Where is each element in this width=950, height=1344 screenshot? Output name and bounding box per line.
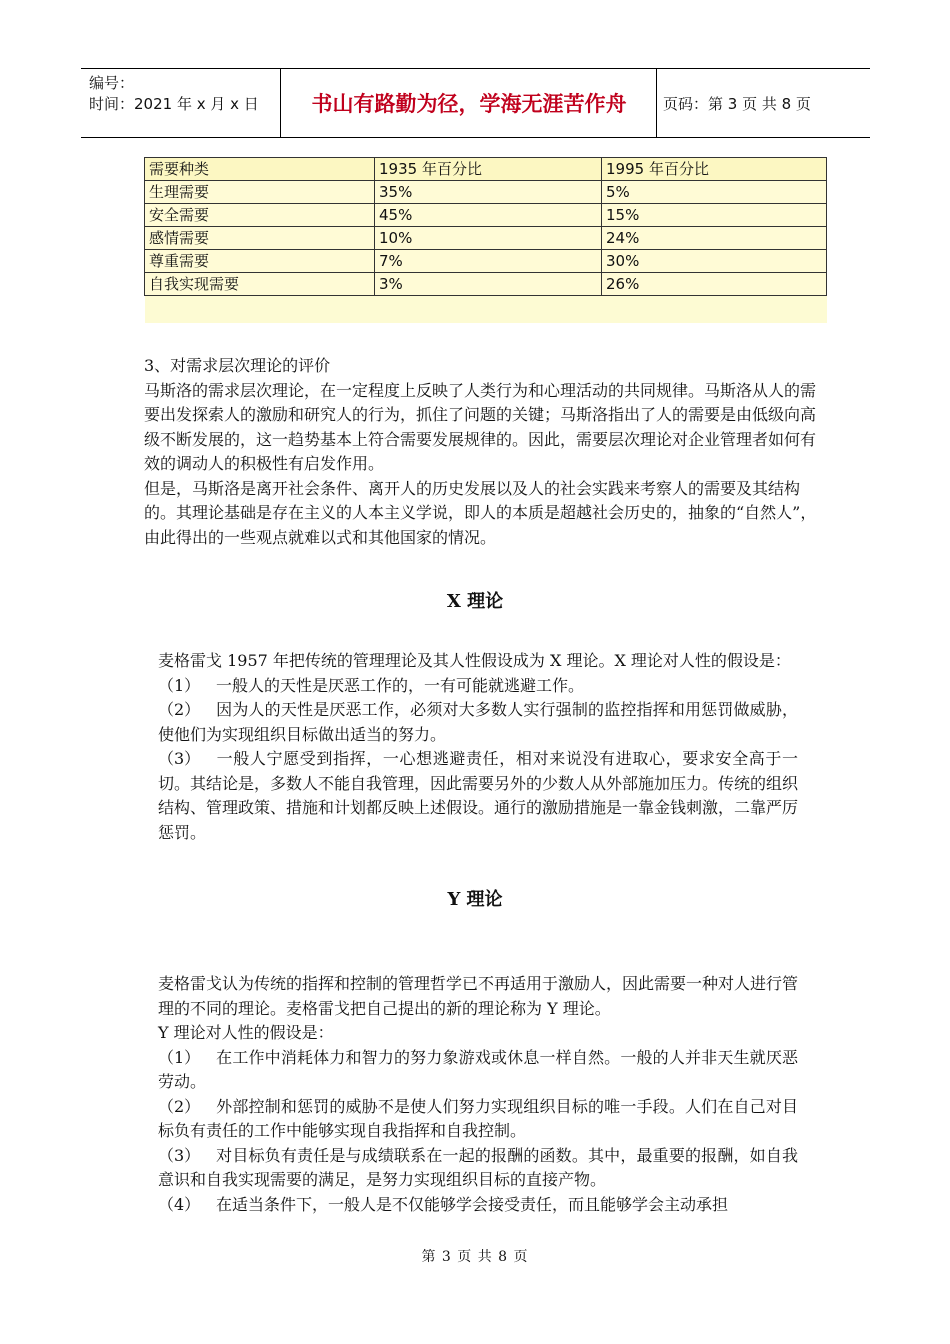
list-item xyxy=(158,1193,798,1218)
header-number: 编号： xyxy=(89,74,135,92)
table-row xyxy=(145,250,827,273)
list-number: （2） xyxy=(158,1096,201,1116)
table-cell: 自我实现需要 xyxy=(145,273,375,296)
list-text: 在工作中消耗体力和智力的努力象游戏或休息一样自然。一般的人并非天生就厌恶劳动。 xyxy=(158,1047,798,1091)
list-item xyxy=(158,1144,798,1193)
section-heading: 3、对需求层次理论的评价 xyxy=(144,356,331,375)
y-theory-title: Y 理论 xyxy=(447,889,503,910)
list-text: 外部控制和惩罚的威胁不是使人们努力实现组织目标的唯一手段。人们在自己对目标负有责任的工作中能够实现自我指挥和自我控制。 xyxy=(158,1096,798,1140)
list-text: 一般人宁愿受到指挥，一心想逃避责任，相对来说没有进取心，要求安全高于一切。其结论是，多数人不能自我管理，因此需要另外的少数人从外部施加压力。传统的组织结构、管理政策、措施和计划都反映上述假设。通行的激励措施是一靠金钱刺激，二靠严厉惩罚。 xyxy=(158,749,799,842)
paragraph: 但是，马斯洛是离开社会条件、离开人的历史发展以及人的社会实践来考察人的需要及其结构的。其理论基础是存在主义的人本主义学说，即人的本质是超越社会历史的，抽象的“自然人”，由此得出的一些观点就难以式和其他国家的情况。 xyxy=(144,478,817,547)
x-theory-title: X 理论 xyxy=(446,591,504,612)
table-padding-cell xyxy=(145,296,827,324)
table-cell: 45% xyxy=(375,204,602,227)
table-row xyxy=(145,181,827,204)
paragraph: 麦格雷戈 1957 年把传统的管理理论及其人性假设成为 X 理论。X 理论对人性的假设是： xyxy=(158,651,791,670)
list-number: （4） xyxy=(158,1194,201,1214)
table-row xyxy=(145,273,827,296)
list-number: （1） xyxy=(158,675,201,695)
list-text: 对目标负有责任是与成绩联系在一起的报酬的函数。其中，最重要的报酬，如自我意识和自我实现需要的满足，是努力实现组织目标的直接产物。 xyxy=(158,1145,798,1189)
header-motto: 书山有路勤为径，学海无涯苦作舟 xyxy=(282,69,657,137)
list-item xyxy=(158,1095,798,1144)
header-meta xyxy=(81,69,281,137)
paragraph: 麦格雷戈认为传统的指挥和控制的管理哲学已不再适用于激励人，因此需要一种对人进行管理的不同的理论。麦格雷戈把自己提出的新的理论称为 Y 理论。 xyxy=(158,974,799,1018)
table-cell: 3% xyxy=(375,273,602,296)
list-number: （3） xyxy=(158,749,201,768)
header-page-code: 页码：第 3 页 共 8 页 xyxy=(663,94,811,113)
table-row xyxy=(145,204,827,227)
list-number: （3） xyxy=(158,1145,201,1165)
table-cell: 30% xyxy=(602,250,827,273)
table-row xyxy=(145,227,827,250)
table-cell: 7% xyxy=(375,250,602,273)
table-cell: 10% xyxy=(375,227,602,250)
section-evaluation xyxy=(144,354,819,550)
paragraph: Y 理论对人性的假设是： xyxy=(158,1023,334,1042)
list-text: 一般人的天性是厌恶工作的，一有可能就逃避工作。 xyxy=(216,675,585,695)
table-cell: 尊重需要 xyxy=(145,250,375,273)
table-header-cell: 需要种类 xyxy=(145,158,375,181)
list-item xyxy=(158,698,798,747)
table-cell: 26% xyxy=(602,273,827,296)
list-text: 因为人的天性是厌恶工作，必须对大多数人实行强制的监控指挥和用惩罚做威胁，使他们为实现组织目标做出适当的努力。 xyxy=(158,700,798,744)
page-footer: 第 3 页 共 8 页 xyxy=(421,1249,529,1265)
table-cell: 15% xyxy=(602,204,827,227)
list-item xyxy=(158,1046,798,1095)
table-cell: 35% xyxy=(375,181,602,204)
table-cell: 24% xyxy=(602,227,827,250)
table-header-cell: 1935 年百分比 xyxy=(375,158,602,181)
y-theory-body xyxy=(158,972,798,1217)
page-header xyxy=(81,68,870,138)
list-number: （2） xyxy=(158,700,201,719)
list-number: （1） xyxy=(158,1047,201,1067)
table-cell: 5% xyxy=(602,181,827,204)
paragraph: 马斯洛的需求层次理论，在一定程度上反映了人类行为和心理活动的共同规律。马斯洛从人的需要出发探索人的激励和研究人的行为，抓住了问题的关键；马斯洛指出了人的需要是由低级向高级不断发展的，这一趋势基本上符合需要发展规律的。因此，需要层次理论对企业管理者如何有效的调动人的积极性有启发作用。 xyxy=(144,380,817,473)
list-text: 在适当条件下，一般人是不仅能够学会接受责任，而且能够学会主动承担 xyxy=(216,1194,729,1214)
table-header-row xyxy=(145,158,827,181)
table-cell: 安全需要 xyxy=(145,204,375,227)
x-theory-body xyxy=(158,649,798,845)
table-header-cell: 1995 年百分比 xyxy=(602,158,827,181)
list-item xyxy=(158,747,798,845)
needs-table xyxy=(144,157,827,323)
table-cell: 感情需要 xyxy=(145,227,375,250)
table-cell: 生理需要 xyxy=(145,181,375,204)
table-padding-row xyxy=(145,296,827,324)
list-item xyxy=(158,674,798,699)
header-time: 时间：2021 年 x 月 x 日 xyxy=(89,95,259,113)
